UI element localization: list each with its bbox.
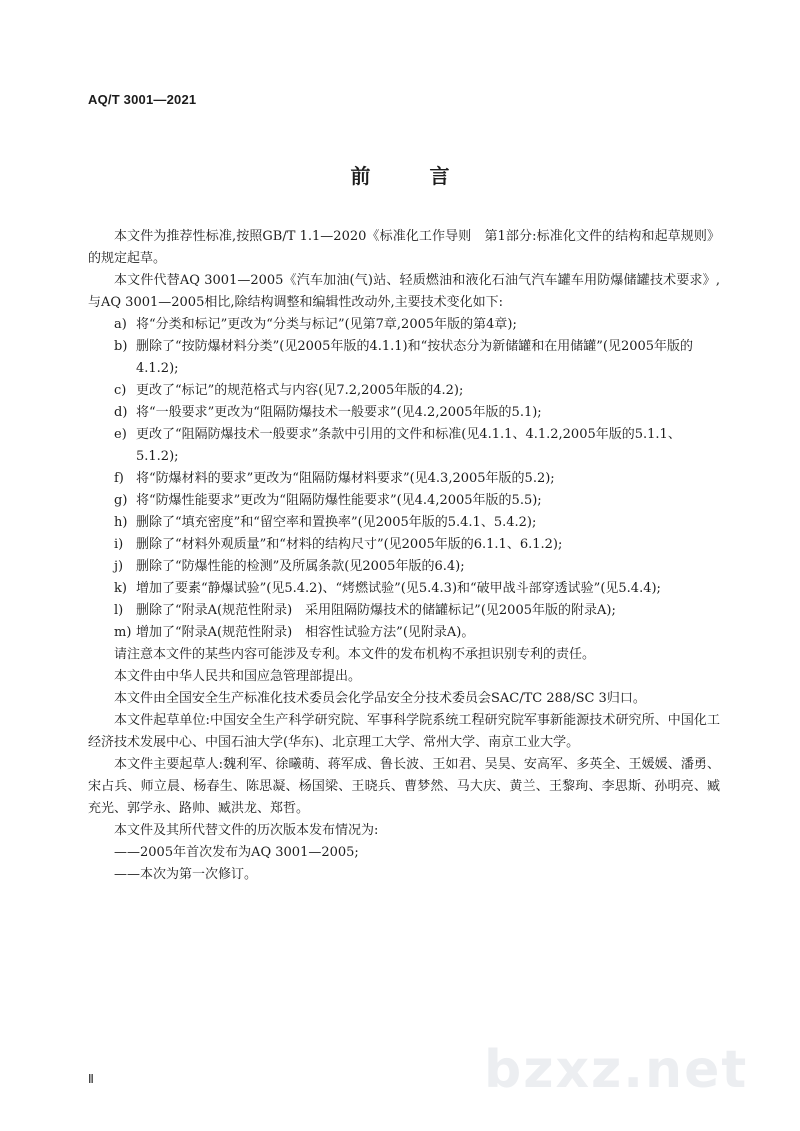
committee-statement: 本文件由全国安全生产标准化技术委员会化学品安全分技术委员会SAC/TC 288/SC 3归口。 (114, 691, 646, 706)
page-title: 前 言 (350, 164, 476, 188)
list-item (88, 490, 720, 512)
list-item (88, 314, 720, 336)
list-text: 更改了“标记”的规范格式与内容(见7.2,2005年版的4.2); (136, 383, 464, 398)
list-text: 将“一般要求”更改为“阻隔防爆技术一般要求”(见4.2,2005年版的5.1); (136, 405, 542, 420)
list-marker: l) (114, 603, 124, 618)
list-text: 删除了“按防爆材料分类”(见2005年版的4.1.1)和“按状态分为新储罐和在用储罐”(见2005年版的4.1.2); (136, 339, 694, 376)
watermark: bzxz.net (484, 1040, 749, 1100)
list-text: 更改了“阻隔防爆技术一般要求”条款中引用的文件和标准(见4.1.1、4.1.2,2005年版的5.1.1、5.1.2); (136, 427, 681, 464)
list-marker: m) (114, 625, 132, 640)
list-text: 将“防爆材料的要求”更改为“阻隔防爆材料要求”(见4.3,2005年版的5.2); (136, 471, 555, 486)
list-text: 删除了“材料外观质量”和“材料的结构尺寸”(见2005年版的6.1.1、6.1.2); (136, 537, 563, 552)
list-text: 删除了“填充密度”和“留空率和置换率”(见2005年版的5.4.1、5.4.2); (136, 515, 537, 530)
drafters: 本文件主要起草人:魏利军、徐曦萌、蒋军成、鲁长波、王如君、吴昊、安高军、多英全、王媛媛、潘勇、宋占兵、师立晨、杨春生、陈思凝、杨国梁、王晓兵、曹梦然、马大庆、黄兰、王黎珣、李思斯、孙明亮、臧充光、郭学永、路帅、臧洪龙、郑哲。 (88, 757, 720, 816)
list-item (88, 380, 720, 402)
list-marker: g) (114, 493, 128, 508)
paragraph: 本文件为推荐性标准,按照GB/T 1.1—2020《标准化工作导则 第1部分:标准化文件的结构和起草规则》的规定起草。 (88, 229, 720, 266)
history-item: ——本次为第一次修订。 (114, 867, 258, 882)
list-marker: f) (114, 471, 124, 486)
list-marker: i) (114, 537, 124, 552)
list-item (88, 424, 720, 468)
list-item (88, 556, 720, 578)
list-marker: e) (114, 427, 127, 442)
list-marker: j) (114, 559, 124, 574)
list-text: 增加了要素“静爆试验”(见5.4.2)、“烤燃试验”(见5.4.3)和“破甲战斗部穿透试验”(见5.4.4); (136, 581, 661, 596)
history-intro: 本文件及其所代替文件的历次版本发布情况为: (114, 823, 379, 838)
changes-list (88, 314, 720, 644)
list-marker: k) (114, 581, 127, 596)
list-marker: c) (114, 383, 127, 398)
proposer-statement: 本文件由中华人民共和国应急管理部提出。 (114, 669, 362, 684)
list-item (88, 468, 720, 490)
list-text: 增加了“附录A(规范性附录) 相容性试验方法”(见附录A)。 (136, 625, 475, 640)
list-marker: d) (114, 405, 128, 420)
list-marker: h) (114, 515, 128, 530)
list-text: 删除了“附录A(规范性附录) 采用阻隔防爆技术的储罐标记”(见2005年版的附录A); (136, 603, 616, 618)
paragraph: 本文件代替AQ 3001—2005《汽车加油(气)站、轻质燃油和液化石油气汽车罐车用防爆储罐技术要求》,与AQ 3001—2005相比,除结构调整和编辑性改动外,主要技术变化如下: (88, 273, 720, 310)
list-marker: b) (114, 339, 128, 354)
list-item (88, 600, 720, 622)
foreword-body (88, 226, 720, 886)
list-item (88, 622, 720, 644)
list-item (88, 578, 720, 600)
list-item (88, 336, 720, 380)
list-text: 将“防爆性能要求”更改为“阻隔防爆性能要求”(见4.4,2005年版的5.5); (136, 493, 542, 508)
list-marker: a) (114, 317, 127, 332)
page-number: Ⅱ (88, 1072, 94, 1086)
list-item (88, 534, 720, 556)
list-item (88, 402, 720, 424)
list-text: 删除了“防爆性能的检测”及所属条款(见2005年版的6.4); (136, 559, 465, 574)
list-item (88, 512, 720, 534)
drafting-organizations: 本文件起草单位:中国安全生产科学研究院、军事科学院系统工程研究院军事新能源技术研究所、中国化工经济技术发展中心、中国石油大学(华东)、北京理工大学、常州大学、南京工业大学。 (88, 713, 720, 750)
history-item: ——2005年首次发布为AQ 3001—2005; (114, 845, 359, 860)
patent-notice: 请注意本文件的某些内容可能涉及专利。本文件的发布机构不承担识别专利的责任。 (114, 647, 596, 662)
document-code: AQ/T 3001—2021 (88, 92, 197, 107)
list-text: 将“分类和标记”更改为“分类与标记”(见第7章,2005年版的第4章); (136, 317, 517, 332)
